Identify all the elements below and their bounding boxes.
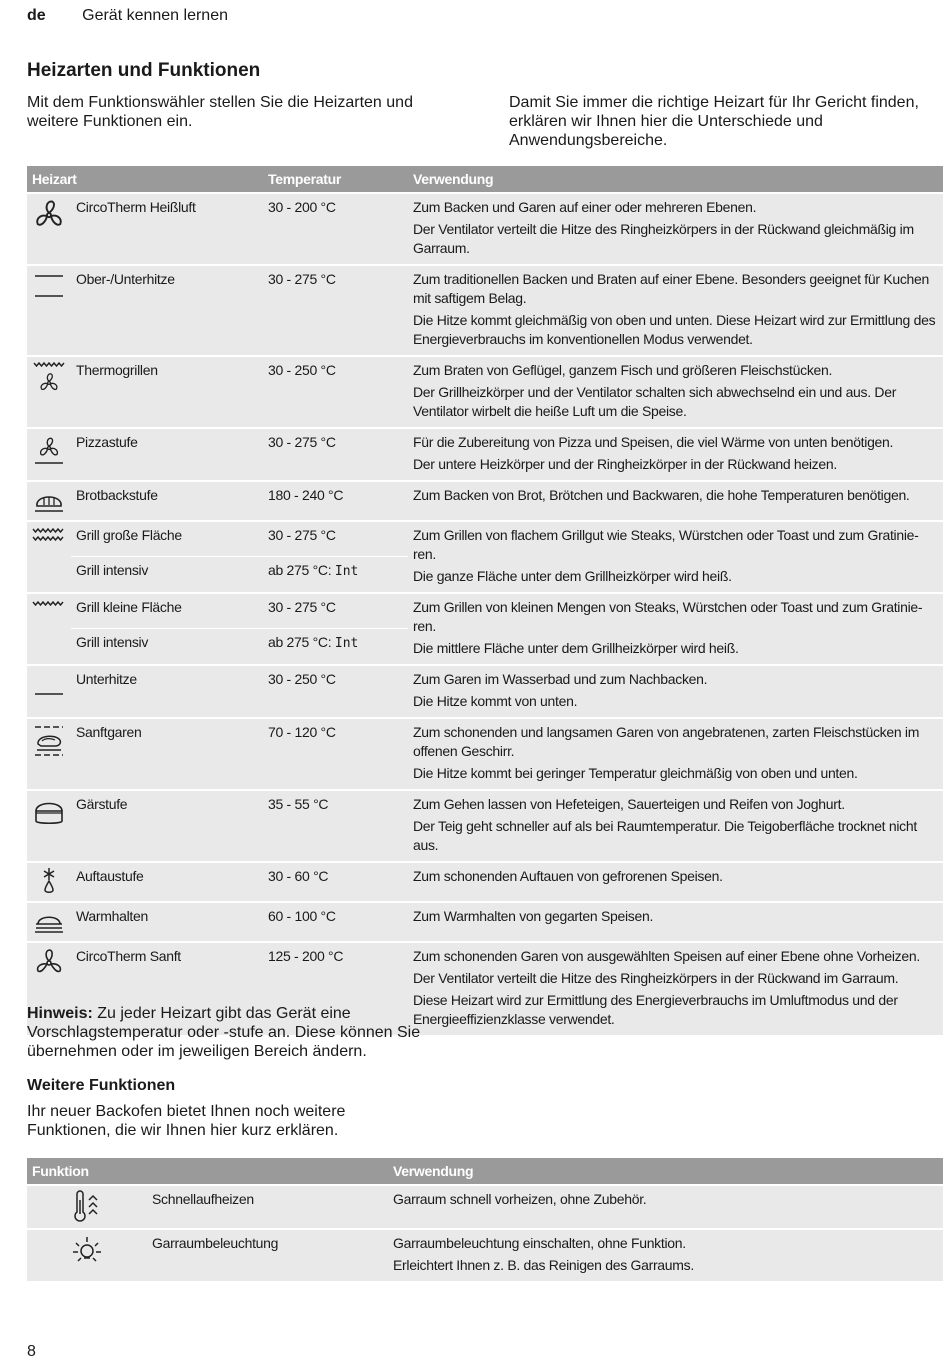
usage-line: Zum schonenden und langsamen Garen von angebratenen, zarten Fleischstücken im offenen Geschirr. bbox=[413, 724, 920, 759]
proving-icon bbox=[27, 790, 71, 862]
hint-note bbox=[27, 1004, 467, 1061]
mode-usage bbox=[408, 862, 943, 902]
int-display: Int bbox=[334, 563, 359, 579]
mode-usage bbox=[408, 790, 943, 862]
mode-usage bbox=[408, 942, 943, 1035]
mode-name: CircoTherm Sanft bbox=[71, 942, 263, 1035]
mode-temperature: 30 - 60 °C bbox=[263, 862, 408, 902]
usage-line: Erleichtert Ihnen z. B. das Reinigen des Garraums. bbox=[393, 1257, 694, 1273]
header-heizart: Heizart bbox=[27, 166, 263, 193]
table-header-row bbox=[27, 1158, 943, 1185]
int-display: Int bbox=[334, 635, 359, 651]
mode-usage bbox=[408, 428, 943, 481]
section-title: Gerät kennen lernen bbox=[82, 7, 228, 24]
table-row bbox=[27, 862, 943, 902]
hint-text: Zu jeder Heizart gibt das Gerät eine Vorschlagstemperatur oder -stufe an. Diese können Sie übernehmen oder im jeweiligen Bereich ändern. bbox=[27, 1005, 421, 1060]
table-row bbox=[27, 481, 943, 521]
mode-name: Auftaustufe bbox=[71, 862, 263, 902]
usage-line: Die Hitze kommt bei geringer Temperatur gleichmäßig von oben und unten. bbox=[413, 765, 858, 781]
mode-temperature: 60 - 100 °C bbox=[263, 902, 408, 942]
thermogrill-icon bbox=[27, 356, 71, 428]
mode-usage bbox=[408, 193, 943, 265]
usage-line: Zum Gehen lassen von Hefeteigen, Sauerteigen und Reifen von Joghurt. bbox=[413, 796, 845, 812]
mode-name: Ober-/Unterhitze bbox=[71, 265, 263, 356]
mode-temperature: 180 - 240 °C bbox=[263, 481, 408, 521]
heating-modes-table bbox=[27, 166, 943, 1035]
usage-line: Der untere Heizkörper und der Ringheizkörper in der Rückwand heizen. bbox=[413, 456, 837, 472]
usage-line: Der Ventilator verteilt die Hitze des Ringheizkörpers in der Rückwand gleichmäßig im Garraum. bbox=[413, 221, 914, 256]
mode-name: Grill große Fläche bbox=[71, 521, 263, 556]
mode-usage bbox=[408, 593, 943, 665]
usage-line: Zum schonenden Garen von ausgewählten Speisen auf einer Ebene ohne Vorheizen. bbox=[413, 948, 920, 964]
usage-line: Zum Grillen von flachem Grillgut wie Steaks, Würstchen oder Toast und zum Gratinie-ren. bbox=[413, 527, 919, 562]
bottom-heat-icon bbox=[27, 665, 71, 718]
rapid-heat-icon bbox=[27, 1185, 147, 1229]
header-verwendung: Verwendung bbox=[408, 166, 943, 193]
mode-usage bbox=[408, 356, 943, 428]
mode-name: Grill kleine Fläche bbox=[71, 593, 263, 628]
header-verwendung: Verwendung bbox=[388, 1158, 943, 1185]
table-row bbox=[27, 665, 943, 718]
mode-temperature: 30 - 200 °C bbox=[263, 193, 408, 265]
usage-line: Die mittlere Fläche unter dem Grillheizkörper wird heiß. bbox=[413, 640, 739, 656]
usage-line: Zum traditionellen Backen und Braten auf einer Ebene. Besonders geeignet für Kuchen mit saftigem Belag. bbox=[413, 271, 930, 306]
mode-usage bbox=[408, 902, 943, 942]
function-name: Garraumbeleuchtung bbox=[147, 1229, 388, 1281]
mode-usage bbox=[408, 521, 943, 593]
usage-line: Der Grillheizkörper und der Ventilator schalten sich abwechselnd ein und aus. Der Ventilator wirbelt die heiße Luft um die Speise. bbox=[413, 384, 897, 419]
page-number: 8 bbox=[27, 1343, 36, 1360]
table-row bbox=[27, 356, 943, 428]
functions-table bbox=[27, 1158, 943, 1281]
mode-sub-temperature bbox=[263, 628, 408, 665]
mode-sub-temperature bbox=[263, 556, 408, 593]
mode-name: Unterhitze bbox=[71, 665, 263, 718]
hint-label: Hinweis: bbox=[27, 1005, 93, 1022]
usage-line: Die Hitze kommt gleichmäßig von oben und unten. Diese Heizart wird zur Ermittlung des Energieverbrauchs im konventionellen Modus verwendet. bbox=[413, 312, 936, 347]
usage-line: Für die Zubereitung von Pizza und Speisen, die viel Wärme von unten benötigen. bbox=[413, 434, 894, 450]
language-code: de bbox=[27, 7, 46, 24]
pizza-setting-icon bbox=[27, 428, 71, 481]
mode-temperature: 70 - 120 °C bbox=[263, 718, 408, 790]
mode-temperature: 30 - 275 °C bbox=[263, 593, 408, 628]
table-row bbox=[27, 593, 943, 628]
header-funktion: Funktion bbox=[27, 1158, 388, 1185]
usage-line: Die Hitze kommt von unten. bbox=[413, 693, 578, 709]
grill-small-icon bbox=[27, 593, 71, 665]
table-header-row bbox=[27, 166, 943, 193]
mode-temperature: 30 - 275 °C bbox=[263, 265, 408, 356]
usage-line: Zum Grillen von kleinen Mengen von Steaks, Würstchen oder Toast und zum Gratinie-ren. bbox=[413, 599, 923, 634]
header-temperatur: Temperatur bbox=[263, 166, 408, 193]
mode-usage bbox=[408, 665, 943, 718]
grill-large-icon bbox=[27, 521, 71, 593]
page-title: Heizarten und Funktionen bbox=[27, 60, 261, 81]
table-row bbox=[27, 1185, 943, 1229]
circotherm-fan-icon bbox=[27, 193, 71, 265]
mode-name: CircoTherm Heißluft bbox=[71, 193, 263, 265]
mode-name: Brotbackstufe bbox=[71, 481, 263, 521]
usage-line: Die ganze Fläche unter dem Grillheizkörper wird heiß. bbox=[413, 568, 732, 584]
mode-temperature: 30 - 250 °C bbox=[263, 356, 408, 428]
table-row bbox=[27, 265, 943, 356]
mode-temperature: 35 - 55 °C bbox=[263, 790, 408, 862]
function-usage bbox=[388, 1185, 943, 1229]
table-row bbox=[27, 1229, 943, 1281]
mode-name: Thermogrillen bbox=[71, 356, 263, 428]
mode-name: Pizzastufe bbox=[71, 428, 263, 481]
usage-line: Zum Braten von Geflügel, ganzem Fisch und größeren Fleischstücken. bbox=[413, 362, 833, 378]
intro-left: Mit dem Funktionswähler stellen Sie die Heizarten und weitere Funktionen ein. bbox=[27, 94, 413, 130]
oven-light-icon bbox=[27, 1229, 147, 1281]
mode-name: Warmhalten bbox=[71, 902, 263, 942]
table-row bbox=[27, 193, 943, 265]
page-header bbox=[27, 7, 228, 25]
usage-line: Diese Heizart wird zur Ermittlung des Energieverbrauchs im Umluftmodus und der Energieeffizienzklasse verwendet. bbox=[413, 992, 898, 1027]
function-usage bbox=[388, 1229, 943, 1281]
bread-baking-icon bbox=[27, 481, 71, 521]
usage-line: Zum Backen und Garen auf einer oder mehreren Ebenen. bbox=[413, 199, 757, 215]
sub-temp-text: ab 275 °C: bbox=[268, 633, 332, 650]
function-name: Schnellaufheizen bbox=[147, 1185, 388, 1229]
table-row bbox=[27, 718, 943, 790]
keep-warm-icon bbox=[27, 902, 71, 942]
mode-usage bbox=[408, 481, 943, 521]
table-row bbox=[27, 428, 943, 481]
mode-name: Gärstufe bbox=[71, 790, 263, 862]
top-bottom-heat-icon bbox=[27, 265, 71, 356]
usage-line: Der Teig geht schneller auf als bei Raumtemperatur. Die Teigoberfläche trocknet nicht aus. bbox=[413, 818, 917, 853]
usage-line: Der Ventilator verteilt die Hitze des Ringheizkörpers in der Rückwand im Garraum. bbox=[413, 970, 899, 986]
further-functions-intro: Ihr neuer Backofen bietet Ihnen noch weitere Funktionen, die wir Ihnen hier kurz erklären. bbox=[27, 1103, 346, 1139]
mode-temperature: 30 - 275 °C bbox=[263, 428, 408, 481]
mode-sub-name: Grill intensiv bbox=[71, 556, 263, 593]
table-row bbox=[27, 521, 943, 556]
mode-temperature: 125 - 200 °C bbox=[263, 942, 408, 1035]
mode-temperature: 30 - 275 °C bbox=[263, 521, 408, 556]
further-functions-title: Weitere Funktionen bbox=[27, 1077, 176, 1094]
defrost-icon bbox=[27, 862, 71, 902]
mode-usage bbox=[408, 265, 943, 356]
slow-cook-icon bbox=[27, 718, 71, 790]
mode-name: Sanftgaren bbox=[71, 718, 263, 790]
table-row bbox=[27, 790, 943, 862]
mode-usage bbox=[408, 718, 943, 790]
mode-sub-name: Grill intensiv bbox=[71, 628, 263, 665]
sub-temp-text: ab 275 °C: bbox=[268, 561, 332, 578]
mode-temperature: 30 - 250 °C bbox=[263, 665, 408, 718]
usage-line: Zum schonenden Auftauen von gefrorenen Speisen. bbox=[413, 868, 723, 884]
usage-line: Zum Backen von Brot, Brötchen und Backwaren, die hohe Temperaturen benötigen. bbox=[413, 487, 910, 503]
usage-line: Zum Warmhalten von gegarten Speisen. bbox=[413, 908, 654, 924]
usage-line: Zum Garen im Wasserbad und zum Nachbacken. bbox=[413, 671, 708, 687]
intro-right: Damit Sie immer die richtige Heizart für Ihr Gericht finden, erklären wir Ihnen hier die Unterschiede und Anwendungsbereiche. bbox=[509, 94, 919, 149]
usage-line: Garraumbeleuchtung einschalten, ohne Funktion. bbox=[393, 1235, 686, 1251]
usage-line: Garraum schnell vorheizen, ohne Zubehör. bbox=[393, 1191, 647, 1207]
table-row bbox=[27, 902, 943, 942]
